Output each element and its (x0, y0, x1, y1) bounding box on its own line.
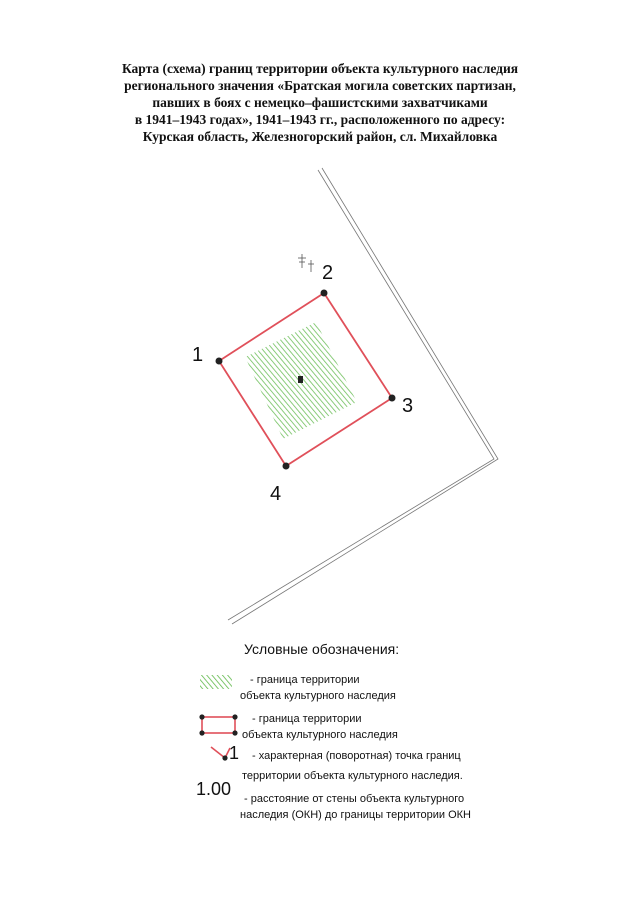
boundary-point-4 (283, 463, 290, 470)
legend-text: - характерная (поворотная) точка границ (252, 750, 461, 762)
title-line: Карта (схема) границ территории объекта культурного наследия (121, 61, 519, 76)
point-label-2: 2 (322, 262, 334, 284)
boundary-point-3 (389, 395, 396, 402)
legend-boundary-description (242, 711, 398, 743)
legend-point-number: 1 (229, 743, 240, 763)
legend-text: - расстояние от стены объекта культурного (244, 793, 465, 805)
monument-icon (298, 376, 303, 383)
point-label-1: 1 (192, 344, 204, 366)
title-line: в 1941–1943 годах», 1941–1943 гг., расположенного по адресу: (134, 112, 506, 127)
legend-text: - граница территории (250, 674, 360, 686)
legend-point-description (242, 748, 463, 784)
point-label-3: 3 (402, 395, 414, 417)
point-label-4: 4 (270, 483, 282, 505)
legend-distance-description (240, 791, 471, 823)
legend-hatch-symbol (200, 675, 232, 689)
boundary-point-1 (216, 358, 223, 365)
legend-hatch-description (240, 672, 396, 704)
legend-title: Условные обозначения: (244, 641, 400, 657)
boundary-point-2 (321, 290, 328, 297)
legend-boundary-symbol (199, 714, 237, 735)
legend-distance-value: 1.00 (196, 779, 232, 799)
legend-text: объекта культурного наследия (240, 690, 396, 702)
title-line: Курская область, Железногорский район, сл. Михайловка (142, 129, 498, 144)
legend-point-symbol (211, 747, 230, 761)
legend-text: территории объекта культурного наследия. (242, 770, 463, 782)
tree-icon (298, 254, 314, 272)
legend-text: объекта культурного наследия (242, 729, 398, 741)
legend-text: наследия (ОКН) до границы территории ОКН (240, 809, 471, 821)
title-line: павших в боях с немецко–фашистскими захватчиками (152, 95, 488, 110)
title-line: регионального значения «Братская могила советских партизан, (124, 78, 516, 93)
legend-text: - граница территории (252, 713, 362, 725)
